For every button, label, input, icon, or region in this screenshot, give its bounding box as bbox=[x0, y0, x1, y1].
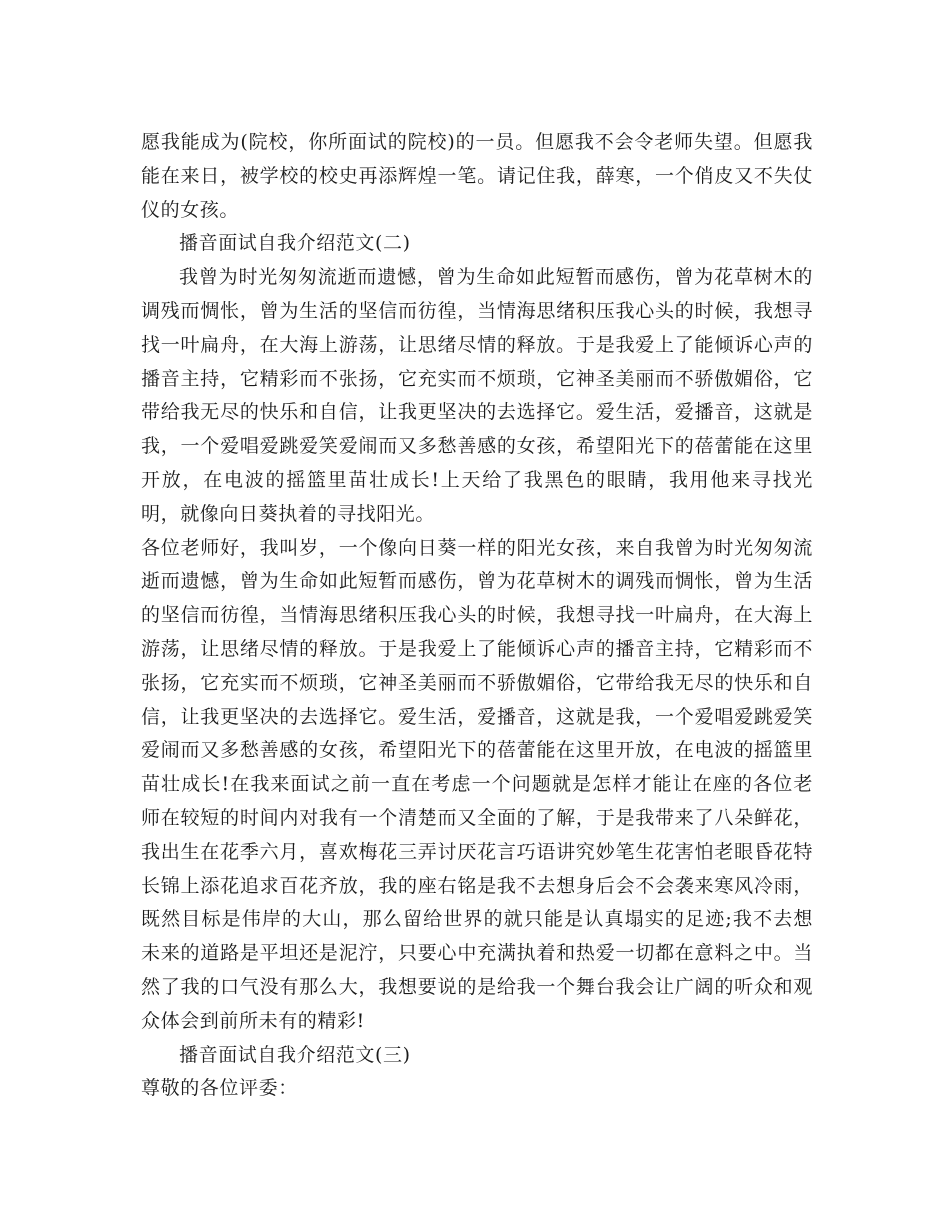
section-3-heading: 播音面试自我介绍范文(三) bbox=[179, 1043, 411, 1066]
section-2-heading: 播音面试自我介绍范文(二) bbox=[179, 232, 411, 255]
section-3-salutation: 尊敬的各位评委： bbox=[141, 1077, 298, 1100]
paragraph-section-2-body-2: 各位老师好，我叫岁，一个像向日葵一样的阳光女孩，来自我曾为时光匆匆流逝而遗憾，曾为生命如此短暂而感伤，曾为花草树木的调残而惆怅，曾为生活的坚信而彷徨，当情海思绪积压我心头的时候，我想寻找一叶扁舟，在大海上游荡，让思绪尽情的释放。于是我爱上了能倾诉心声的播音主持，它精彩而不张扬，它充实而不烦琐，它神圣美丽而不骄傲媚俗，它带给我无尽的快乐和自信，让我更坚决的去选择它。爱生活，爱播音，这就是我，一个爱唱爱跳爱笑爱闹而又多愁善感的女孩，希望阳光下的蓓蕾能在这里开放，在电波的摇篮里苗壮成长!在我来面试之前一直在考虑一个问题就是怎样才能让在座的各位老师在较短的时间内对我有一个清楚而又全面的了解，于是我带来了八朵鲜花，我出生在花季六月，喜欢梅花三弄讨厌花言巧语讲究妙笔生花害怕老眼昏花特长锦上添花追求百花齐放，我的座右铭是我不去想身后会不会袭来寒风冷雨，既然目标是伟岸的大山，那么留给世界的就只能是认真塌实的足迹;我不去想未来的道路是平坦还是泥泞，只要心中充满执着和热爱一切都在意料之中。当然了我的口气没有那么大，我想要说的是给我一个舞台我会让广阔的听众和观众体会到前所未有的精彩! bbox=[141, 536, 813, 1032]
paragraph-section-2-body-1: 我曾为时光匆匆流逝而遗憾，曾为生命如此短暂而感伤，曾为花草树木的调残而惆怅，曾为生活的坚信而彷徨，当情海思绪积压我心头的时候，我想寻找一叶扁舟，在大海上游荡，让思绪尽情的释放。于是我爱上了能倾诉心声的播音主持，它精彩而不张扬，它充实而不烦琐，它神圣美丽而不骄傲媚俗，它带给我无尽的快乐和自信，让我更坚决的去选择它。爱生活，爱播音，这就是我，一个爱唱爱跳爱笑爱闹而又多愁善感的女孩，希望阳光下的蓓蕾能在这里开放，在电波的摇篮里苗壮成长!上天给了我黑色的眼睛，我用他来寻找光明，就像向日葵执着的寻找阳光。 bbox=[141, 266, 813, 525]
document-body bbox=[141, 126, 813, 1106]
paragraph-intro-ending: 愿我能成为(院校，你所面试的院校)的一员。但愿我不会令老师失望。但愿我能在来日，被学校的校史再添辉煌一笔。请记住我，薛寒，一个俏皮又不失仗仪的女孩。 bbox=[141, 131, 813, 221]
